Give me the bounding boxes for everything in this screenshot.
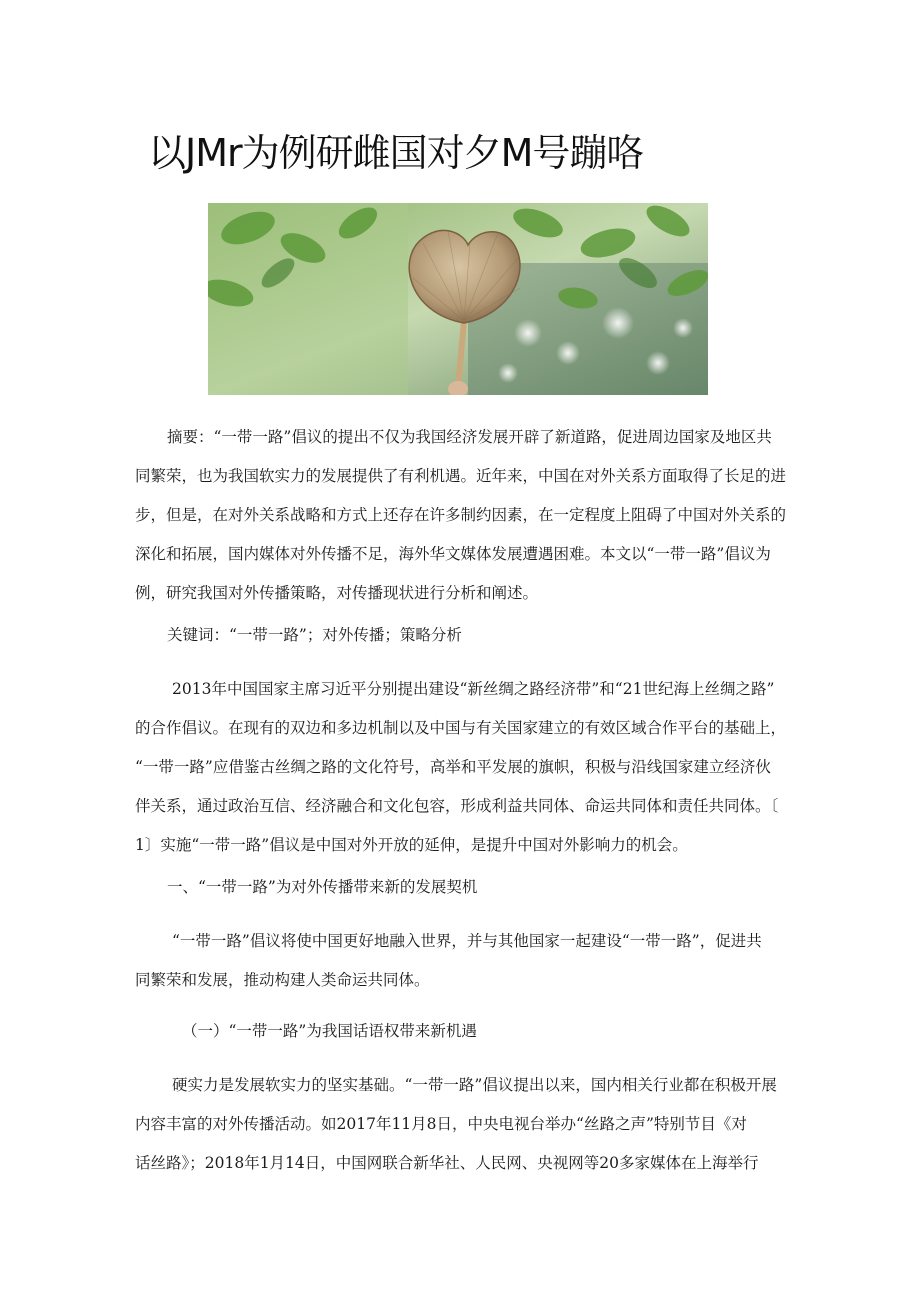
section1-line: 同繁荣和发展，推动构建人类命运共同体。	[135, 971, 430, 989]
subsection1-line: 话丝路》；2018年1月14日，中国网联合新华社、人民网、央视网等20多家媒体在上海举行	[135, 1154, 759, 1172]
intro-line: 1〕实施“一带一路”倡议是中国对外开放的延伸，是提升中国对外影响力的机会。	[135, 836, 688, 854]
subsection1-line: 内容丰富的对外传播活动。如2017年11月8日，中央电视台举办“丝路之声”特别节目《对	[135, 1115, 747, 1133]
abstract-line: 例，研究我国对外传播策略，对传播现状进行分析和阐述。	[135, 584, 539, 602]
subsection1-line: 硬实力是发展软实力的坚实基础。“一带一路”倡议提出以来，国内相关行业都在积极开展	[172, 1076, 777, 1094]
intro-line: “一带一路”应借鉴古丝绸之路的文化符号，高举和平发展的旗帜，积极与沿线国家建立经济伙	[135, 758, 771, 776]
abstract-line: 深化和拓展，国内媒体对外传播不足，海外华文媒体发展遭遇困难。本文以“一带一路”倡议为	[135, 545, 771, 563]
intro-line: 2013年中国国家主席习近平分别提出建设“新丝绸之路经济带”和“21世纪海上丝绸之路”	[172, 680, 775, 698]
intro-line: 的合作倡议。在现有的双边和多边机制以及中国与有关国家建立的有效区域合作平台的基础上，	[135, 719, 787, 737]
abstract-line: 步，但是，在对外关系战略和方式上还存在许多制约因素，在一定程度上阻碍了中国对外关系的	[135, 506, 787, 524]
abstract-line: 同繁荣，也为我国软实力的发展提供了有利机遇。近年来，中国在对外关系方面取得了长足的进	[135, 467, 787, 485]
subsection1-paragraph	[135, 1066, 787, 1183]
abstract-paragraph	[135, 418, 787, 613]
section1-paragraph	[135, 922, 787, 1000]
section1-line: “一带一路”倡议将使中国更好地融入世界，并与其他国家一起建设“一带一路”，促进共	[172, 932, 762, 950]
abstract-line: 摘要：“一带一路”倡议的提出不仅为我国经济发展开辟了新道路，促进周边国家及地区共	[167, 428, 772, 446]
hand-fan-photo	[208, 203, 708, 395]
intro-paragraph	[135, 670, 787, 865]
document-title: 以JMr为例研雌国对夕M号蹦咯	[148, 131, 644, 175]
section-heading: 一、“一带一路”为对外传播带来新的发展契机	[167, 878, 478, 896]
keywords: 关键词：“一带一路”；对外传播；策略分析	[167, 626, 462, 644]
intro-line: 伴关系，通过政治互信、经济融合和文化包容，形成利益共同体、命运共同体和责任共同体。〔	[135, 797, 779, 815]
subsection-heading: （一）“一带一路”为我国话语权带来新机遇	[182, 1022, 477, 1040]
